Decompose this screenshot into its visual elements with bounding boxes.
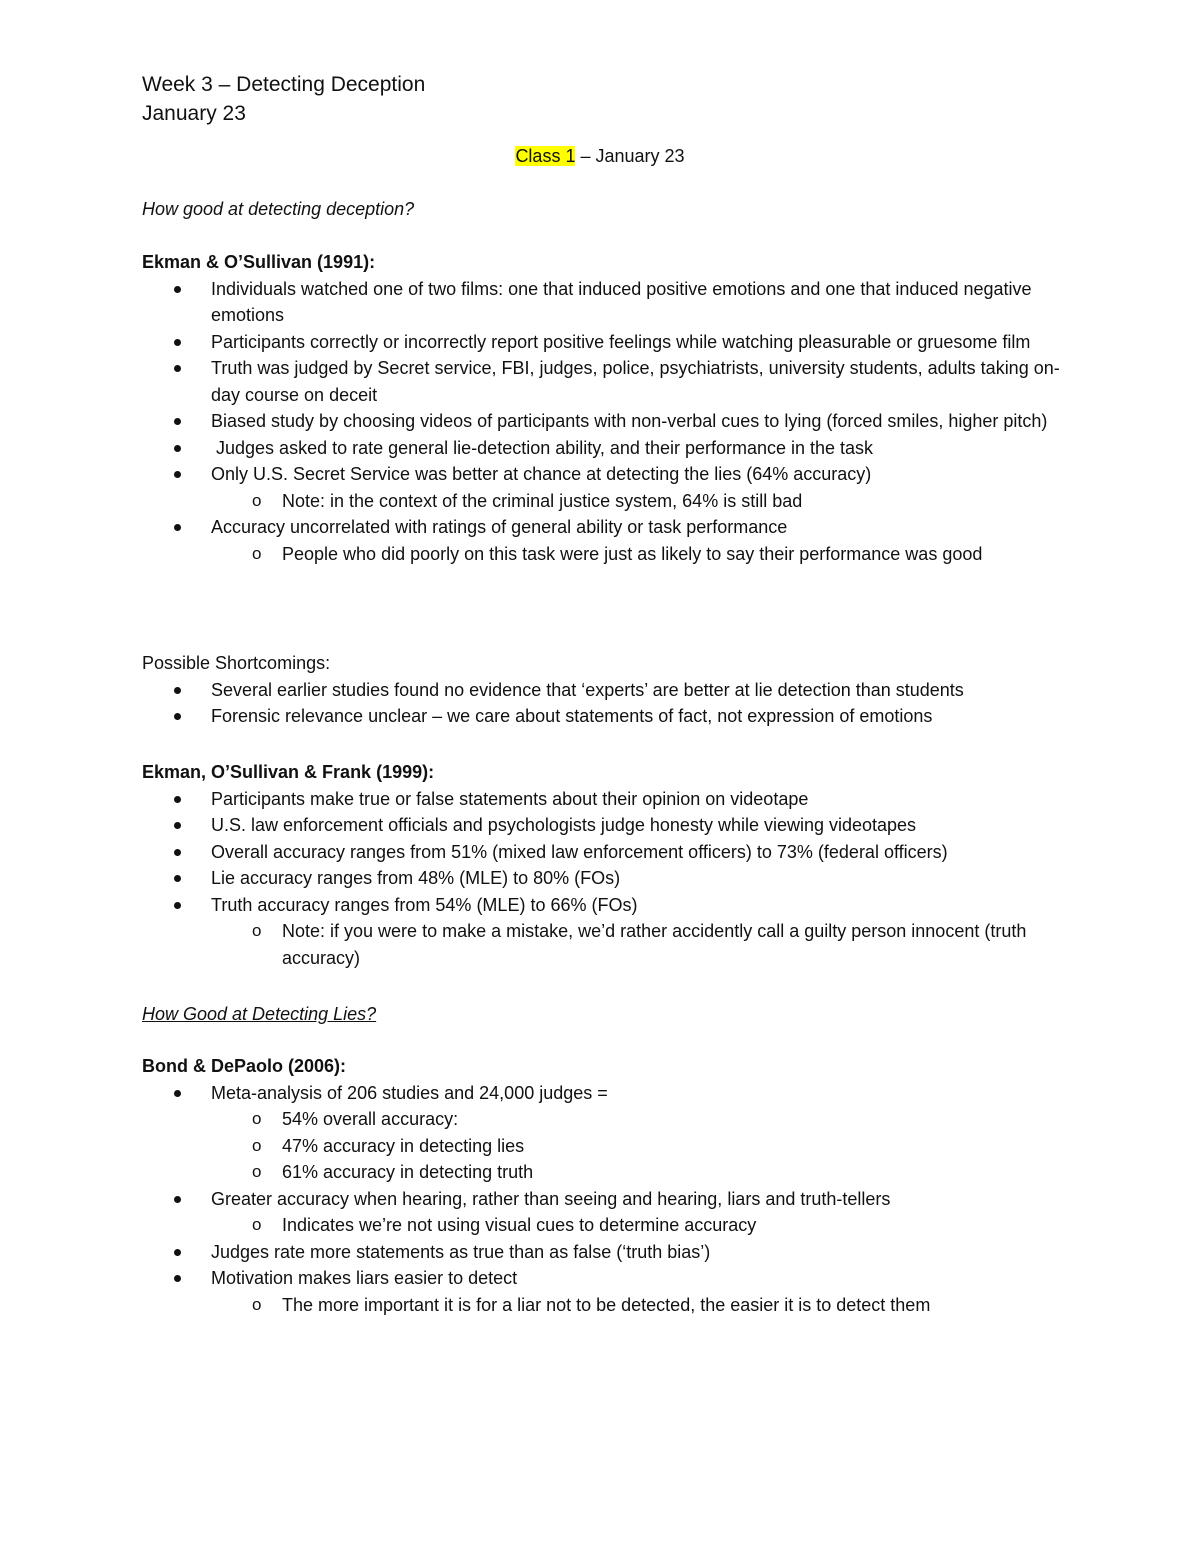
bullet-icon: [174, 849, 181, 856]
list-item-text: Greater accuracy when hearing, rather than seeing and hearing, liars and truth-tellers: [211, 1188, 891, 1209]
bullet-icon: [174, 687, 181, 694]
list-item-text: Overall accuracy ranges from 51% (mixed law enforcement officers) to 73% (federal officers): [211, 841, 948, 862]
sub-list-item-text: Indicates we’re not using visual cues to determine accuracy: [282, 1215, 757, 1235]
bullet-icon: [174, 365, 181, 372]
list-item: [142, 677, 1082, 704]
list-item-text: Truth accuracy ranges from 54% (MLE) to 66% (FOs): [211, 894, 638, 915]
bullet-list: [142, 1239, 1082, 1292]
section-heading: Possible Shortcomings:: [142, 653, 331, 673]
sub-list-item: [211, 541, 1082, 568]
question-heading-1: How good at detecting deception?: [142, 199, 415, 219]
sub-bullet-list: [142, 1292, 1082, 1319]
section-ekman-1991: [142, 249, 1082, 567]
bullet-icon: [174, 471, 181, 478]
list-item-text: Judges asked to rate general lie-detection ability, and their performance in the task: [216, 437, 874, 458]
bullet-list: [142, 677, 1082, 730]
sub-list-item: [211, 1159, 1082, 1186]
bullet-list: [142, 1080, 1082, 1107]
list-item-text: Several earlier studies found no evidence that ‘experts’ are better at lie detection than students: [211, 679, 964, 700]
sub-list-item-text: Note: in the context of the criminal justice system, 64% is still bad: [282, 490, 803, 511]
list-item-text: Only U.S. Secret Service was better at chance at detecting the lies (64% accuracy): [211, 464, 872, 484]
sub-list-item-text: Note: if you were to make a mistake, we’d rather accidently call a guilty person innocent (truth accuracy): [282, 921, 1027, 968]
circle-bullet-icon: o: [252, 1162, 262, 1181]
bullet-icon: [174, 713, 181, 720]
circle-bullet-icon: o: [252, 1294, 262, 1314]
section-heading: Bond & DePaolo (2006):: [142, 1056, 347, 1076]
list-item-text: Participants make true or false statements about their opinion on videotape: [211, 788, 809, 809]
bullet-icon: [174, 902, 181, 909]
list-item-text: Motivation makes liars easier to detect: [211, 1268, 518, 1288]
bullet-icon: [174, 286, 181, 293]
list-item: [142, 276, 1082, 329]
list-item-text: Meta-analysis of 206 studies and 24,000 judges =: [211, 1082, 608, 1103]
list-item: [142, 1265, 1082, 1292]
sub-bullet-list: [142, 488, 1082, 515]
bullet-icon: [174, 418, 181, 425]
list-item-text: Individuals watched one of two films: one that induced positive emotions and one that induced negative emotions: [211, 278, 1032, 325]
document-header: [142, 70, 425, 128]
circle-bullet-icon: o: [252, 1109, 262, 1128]
sub-bullet-list: [142, 1212, 1082, 1239]
sub-list-item: [211, 1212, 1082, 1239]
list-item-text: Participants correctly or incorrectly report positive feelings while watching pleasurable or gruesome film: [211, 331, 1031, 352]
bullet-icon: [174, 1275, 181, 1282]
list-item: [142, 892, 1082, 919]
list-item-text: Biased study by choosing videos of participants with non-verbal cues to lying (forced smiles, higher pitch): [211, 411, 1048, 431]
list-item: [142, 461, 1082, 488]
bullet-list: [142, 786, 1082, 919]
section-heading: Ekman & O’Sullivan (1991):: [142, 252, 376, 272]
sub-list-item-text: 47% accuracy in detecting lies: [282, 1135, 525, 1156]
list-item: [142, 1080, 1082, 1107]
list-item: [142, 355, 1082, 408]
list-item: [142, 435, 1082, 462]
bullet-icon: [174, 796, 181, 803]
circle-bullet-icon: o: [252, 490, 262, 510]
section-possible-shortcomings: [142, 650, 1082, 730]
list-item: [142, 812, 1082, 839]
list-item: [142, 703, 1082, 730]
list-item-text: Lie accuracy ranges from 48% (MLE) to 80% (FOs): [211, 868, 621, 888]
sub-list-item-text: 61% accuracy in detecting truth: [282, 1162, 534, 1182]
list-item-text: Accuracy uncorrelated with ratings of general ability or task performance: [211, 517, 788, 537]
bullet-list: [142, 1186, 1082, 1213]
list-item: [142, 1186, 1082, 1213]
list-item: [142, 786, 1082, 813]
bullet-icon: [174, 1249, 181, 1256]
list-item-text: U.S. law enforcement officials and psychologists judge honesty while viewing videotapes: [211, 815, 917, 835]
bullet-icon: [174, 524, 181, 531]
circle-bullet-icon: o: [252, 543, 262, 563]
list-item: [142, 329, 1082, 356]
section-ekman-1999: [142, 759, 1082, 971]
bullet-list: [142, 514, 1082, 541]
sub-bullet-list: [142, 1106, 1082, 1186]
sub-bullet-list: [142, 541, 1082, 568]
circle-bullet-icon: o: [252, 921, 262, 940]
section-bond-depaolo-2006: [142, 1053, 1082, 1318]
question-heading-2: How Good at Detecting Lies?: [142, 1004, 377, 1024]
class-date: – January 23: [575, 146, 685, 166]
bullet-icon: [174, 1090, 181, 1097]
class-label-highlight: Class 1: [515, 146, 576, 166]
list-item-text: Judges rate more statements as true than as false (‘truth bias’): [211, 1241, 711, 1262]
list-item: [142, 865, 1082, 892]
sub-list-item-text: 54% overall accuracy:: [282, 1109, 459, 1129]
list-item-text: Forensic relevance unclear – we care about statements of fact, not expression of emotions: [211, 706, 933, 726]
bullet-icon: [174, 1196, 181, 1203]
circle-bullet-icon: o: [252, 1135, 262, 1155]
sub-list-item: [211, 1292, 1082, 1319]
bullet-icon: [174, 822, 181, 829]
document-title: Week 3 – Detecting Deception: [142, 73, 426, 96]
bullet-icon: [174, 339, 181, 346]
sub-list-item: [211, 1106, 1082, 1133]
list-item: [142, 408, 1082, 435]
list-item-text: Truth was judged by Secret service, FBI, judges, police, psychiatrists, university students, adults taking on-day course on deceit: [211, 358, 1060, 405]
bullet-list: [142, 276, 1082, 488]
document-date: January 23: [142, 102, 246, 125]
sub-list-item-text: People who did poorly on this task were just as likely to say their performance was good: [282, 543, 983, 564]
class-line: [0, 143, 1200, 170]
sub-list-item: [211, 1133, 1082, 1160]
section-heading: Ekman, O’Sullivan & Frank (1999):: [142, 762, 435, 782]
circle-bullet-icon: o: [252, 1215, 262, 1234]
bullet-icon: [174, 875, 181, 882]
sub-list-item: [211, 488, 1082, 515]
list-item: [142, 839, 1082, 866]
sub-list-item: [211, 918, 1082, 971]
sub-list-item-text: The more important it is for a liar not to be detected, the easier it is to detect them: [282, 1294, 931, 1315]
list-item: [142, 514, 1082, 541]
list-item: [142, 1239, 1082, 1266]
sub-bullet-list: [142, 918, 1082, 971]
bullet-icon: [174, 445, 181, 452]
